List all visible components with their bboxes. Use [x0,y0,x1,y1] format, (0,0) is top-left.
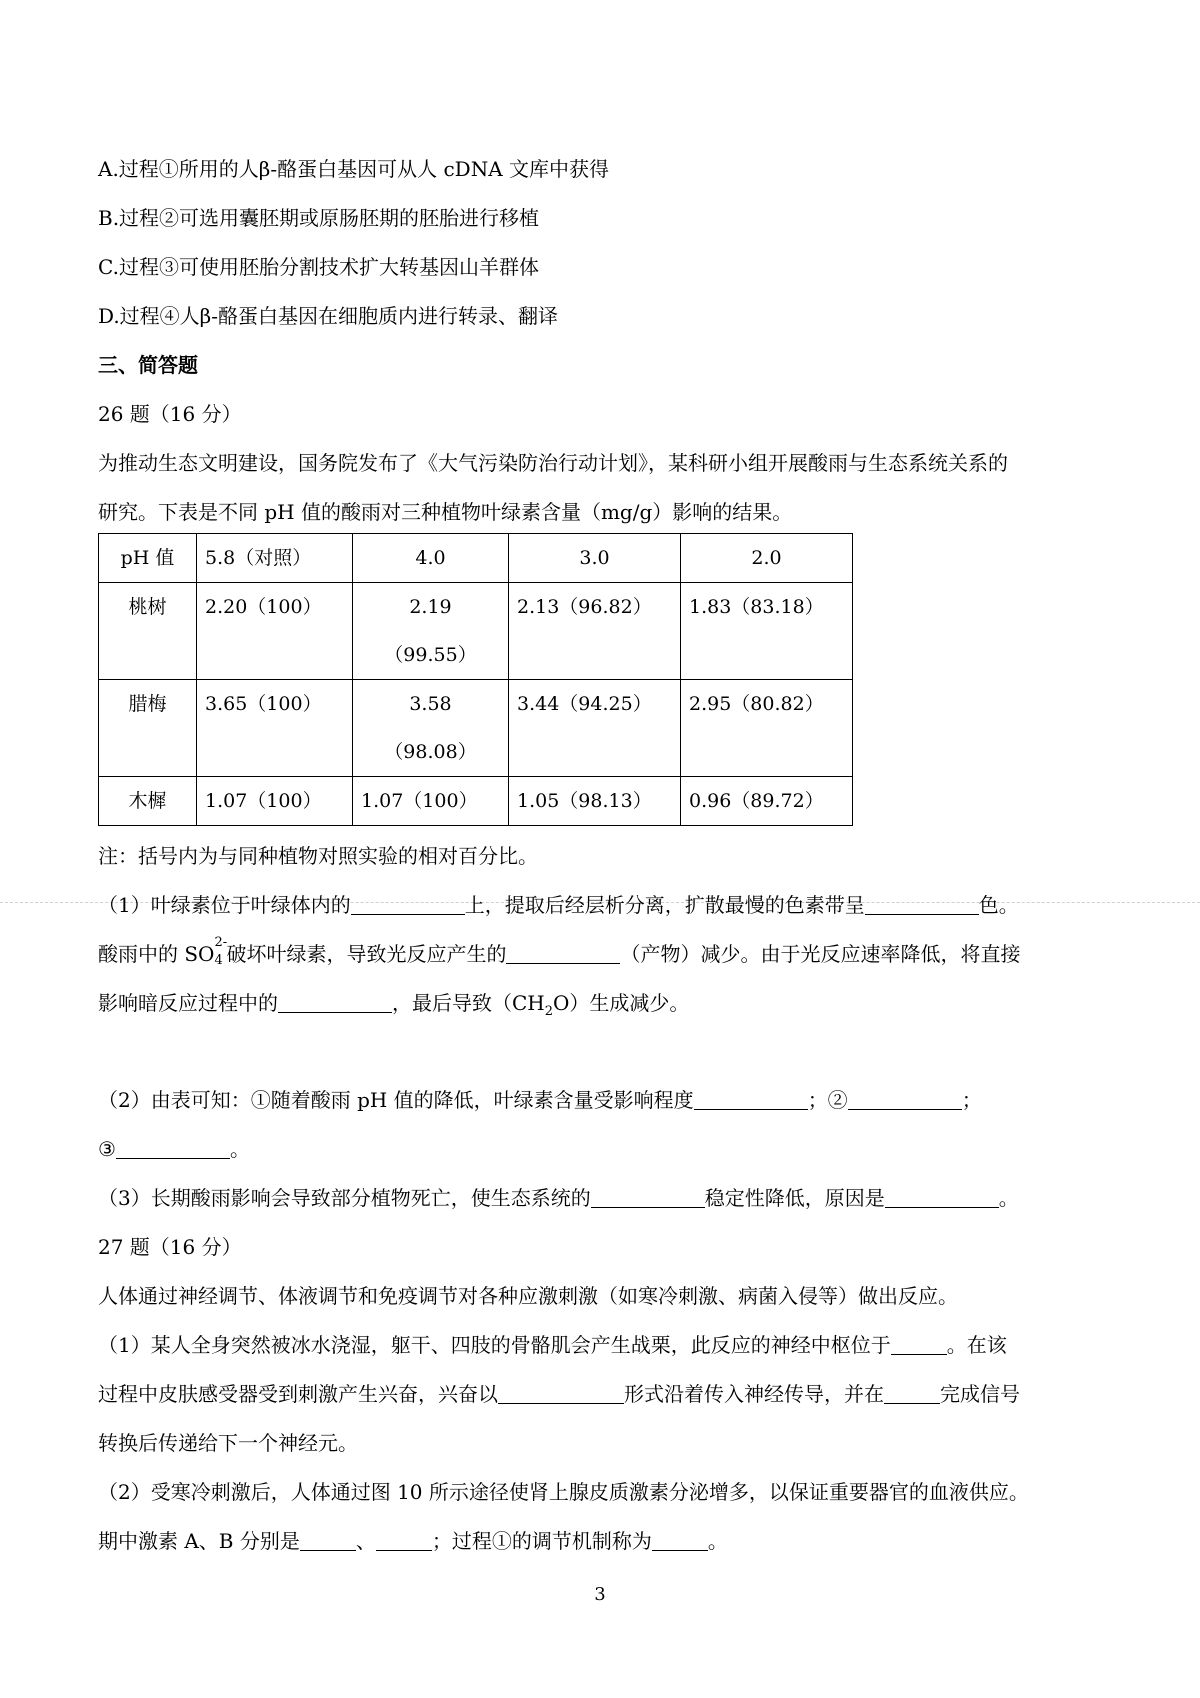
q26-part2-line2 [98,1135,250,1163]
text-segment: （产物）减少。由于光反应速率降低，将直接 [620,942,1021,966]
answer-blank [885,1185,999,1208]
text-segment: 破坏叶绿素，导致光反应产生的 [226,942,507,966]
table-cell: 0.96（89.72） [681,777,853,826]
q26-title: 26 题（16 分） [98,402,242,426]
q26-part1-line3 [98,989,689,1026]
plant-name: 桃树 [99,583,197,680]
table-cell: 1.07（100） [197,777,353,826]
q26-part2-line1 [98,1086,982,1114]
answer-blank [694,1087,808,1110]
table-cell: 3.65（100） [197,680,353,777]
q26-part1-line2 [98,935,1021,968]
text-segment: 影响暗反应过程中的 [98,991,278,1015]
table-cell: 3.44（94.25） [509,680,681,777]
q26-part3 [98,1184,1019,1212]
text-segment: ；② [807,1088,848,1112]
q27-title: 27 题（16 分） [98,1235,242,1259]
q27-part1-line1 [98,1331,1007,1359]
table-cell: 2.13（96.82） [509,583,681,680]
answer-blank [278,990,392,1013]
subscript: 2 [544,1004,554,1019]
text-segment: （1）某人全身突然被冰水浇湿，躯干、四肢的骨骼肌会产生战栗，此反应的神经中枢位于 [98,1333,891,1357]
text-segment: 。在该 [946,1333,1007,1357]
table-row [99,777,853,826]
answer-blank [498,1381,624,1404]
text-segment: 色。 [978,893,1019,917]
header-cell: 5.8（对照） [197,534,353,583]
answer-blank [891,1332,947,1355]
cell-percent: （99.55） [384,644,477,666]
answer-blank [884,1381,940,1404]
text-segment: 酸雨中的 SO [98,942,215,966]
text-segment: （2）由表可知：①随着酸雨 pH 值的降低，叶绿素含量受影响程度 [98,1088,694,1112]
option-a: A.过程①所用的人β-酪蛋白基因可从人 cDNA 文库中获得 [98,157,610,181]
q27-part2-line1: （2）受寒冷刺激后，人体通过图 10 所示途径使肾上腺皮质激素分泌增多，以保证重要器官的血液供应。 [98,1480,1029,1504]
answer-blank [652,1528,708,1551]
table-cell: 1.83（83.18） [681,583,853,680]
table-cell: 2.20（100） [197,583,353,680]
answer-blank [376,1528,432,1551]
header-cell: 4.0 [353,534,509,583]
text-segment: 形式沿着传入神经传导，并在 [624,1382,884,1406]
text-segment: 。 [229,1137,250,1161]
q26-part1-line1 [98,891,1019,919]
text-segment: 过程中皮肤感受器受到刺激产生兴奋，兴奋以 [98,1382,498,1406]
text-segment: O）生成减少。 [553,991,690,1015]
text-segment: ，最后导致（CH [392,991,545,1015]
text-segment: 上，提取后经层析分离，扩散最慢的色素带呈 [464,893,865,917]
header-cell: pH 值 [99,534,197,583]
text-segment: 期中激素 A、B 分别是 [98,1529,300,1553]
table-cell [353,583,509,680]
header-cell: 2.0 [681,534,853,583]
q27-intro: 人体通过神经调节、体液调节和免疫调节对各种应激刺激（如寒冷刺激、病菌入侵等）做出反应。 [98,1284,958,1308]
cell-value: 3.58 [409,693,452,715]
header-cell: 3.0 [509,534,681,583]
q27-part2-line2 [98,1527,728,1555]
section-heading: 三、简答题 [98,353,198,377]
table-header-row [99,534,853,583]
cell-value: 2.19 [409,596,452,618]
answer-blank [848,1087,962,1110]
text-segment: 完成信号 [940,1382,1020,1406]
q26-intro-line2: 研究。下表是不同 pH 值的酸雨对三种植物叶绿素含量（mg/g）影响的结果。 [98,500,793,524]
table-cell: 1.07（100） [353,777,509,826]
answer-blank [591,1185,705,1208]
answer-blank [351,892,465,915]
option-c: C.过程③可使用胚胎分割技术扩大转基因山羊群体 [98,255,539,279]
q27-part1-line3: 转换后传递给下一个神经元。 [98,1431,358,1455]
table-cell: 1.05（98.13） [509,777,681,826]
q26-intro-line1: 为推动生态文明建设，国务院发布了《大气污染防治行动计划》，某科研小组开展酸雨与生态系统关系的 [98,451,1008,475]
page-number: 3 [594,1584,606,1605]
text-segment: （1）叶绿素位于叶绿体内的 [98,893,351,917]
table-cell [353,680,509,777]
text-segment: ③ [98,1137,116,1161]
text-segment: ；过程①的调节机制称为 [431,1529,652,1553]
text-segment: ； [961,1088,982,1112]
q27-part1-line2 [98,1380,1020,1408]
chlorophyll-table [98,533,853,826]
text-segment: 。 [998,1186,1019,1210]
subscript: 4 [214,953,223,968]
table-row [99,583,853,680]
option-d: D.过程④人β-酪蛋白基因在细胞质内进行转录、翻译 [98,304,558,328]
text-segment: 、 [355,1529,376,1553]
answer-blank [506,941,620,964]
answer-blank [300,1528,356,1551]
plant-name: 木樨 [99,777,197,826]
table-cell: 2.95（80.82） [681,680,853,777]
table-note: 注：括号内为与同种植物对照实验的相对百分比。 [98,844,538,868]
text-segment: （3）长期酸雨影响会导致部分植物死亡，使生态系统的 [98,1186,591,1210]
text-segment: 稳定性降低，原因是 [704,1186,885,1210]
text-segment: 。 [707,1529,728,1553]
plant-name: 腊梅 [99,680,197,777]
cell-percent: （98.08） [384,741,477,763]
superscript: 2- [214,935,228,950]
table-row [99,680,853,777]
option-b: B.过程②可选用囊胚期或原肠胚期的胚胎进行移植 [98,206,540,230]
sulfate-script [214,935,228,968]
answer-blank [865,892,979,915]
answer-blank [116,1136,230,1159]
